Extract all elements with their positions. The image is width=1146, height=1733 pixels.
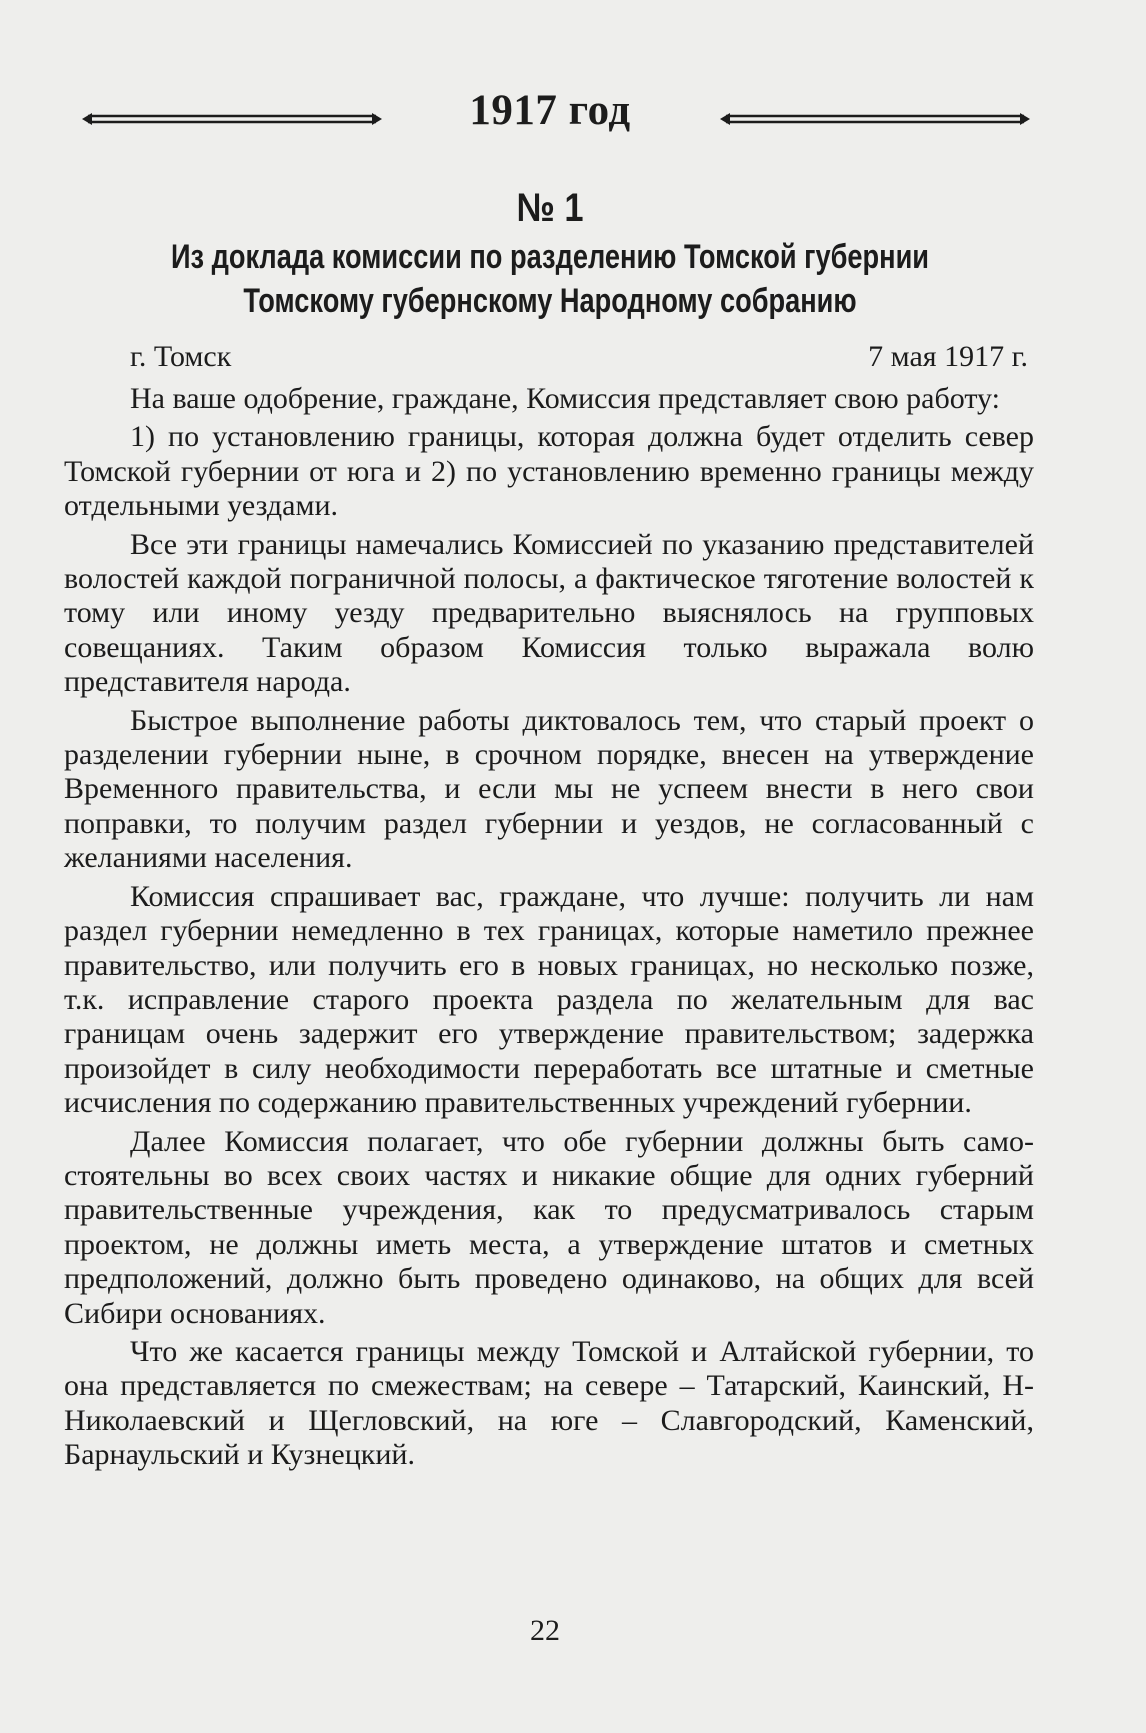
document-date: 7 мая 1917 г. [868, 340, 1028, 373]
document-place: г. Томск [130, 340, 232, 373]
page-number: 22 [530, 1614, 560, 1647]
paragraph-3: Все эти границы намечались Комиссией по указанию представителей волостей каждой пограничной полосы, а фактическое тяготение волостей к тому или иному уезду предварительно выяснялось на групповых совещаниях. Таким образом Комиссия только выражала волю представителя народа. [64, 527, 1034, 699]
paragraph-7: Что же касается границы между Томской и Алтайской губернии, то она представляется по смежествам; на севере – Татарский, Каинский, Н-Николаевский и Щегловский, на юге – Славгородский, Каменский, Барнаульский и Кузнецкий. [64, 1334, 1034, 1472]
document-body [64, 382, 1034, 1477]
document-title-line-2: Томскому губернскому Народному собранию [243, 282, 857, 320]
ornament-right-icon [720, 112, 1030, 126]
year-header [70, 86, 1030, 146]
paragraph-2: 1) по установлению границы, которая должна будет отделить север Томской губернии от юга и 2) по установлению временно границы между отдельными уездами. [64, 420, 1034, 523]
paragraph-4: Быстрое выполнение работы диктовалось тем, что старый проект о разделении губернии ныне, в срочном порядке, внесен на утверждение Временного правительства, и если мы не успеем внести в него свои поправки, то получим раздел губернии и уездов, не согласованный с желаниями населения. [64, 703, 1034, 875]
paragraph-1: На ваше одобрение, граждане, Комиссия представляет свою работу: [130, 382, 1000, 415]
document-title-line-1: Из доклада комиссии по разделению Томской губернии [170, 238, 930, 276]
document-number: № 1 [516, 186, 584, 230]
paragraph-6: Далее Комиссия полагает, что обе губернии должны быть самостоятельны во всех своих частях и никакие общие для одних губерний правительственные учреждения, как то предусматривалось старым проектом, не должны иметь места, а утверждение штатов и сметных предположений, должно быть проведено одинаково, на общих для всей Сибири основаниях. [64, 1124, 1034, 1330]
paragraph-5: Комиссия спрашивает вас, граждане, что лучше: получить ли нам раздел губернии немедленно в тех границах, которые наметило прежнее правительство, или получить его в новых границах, но несколько позже, т.к. исправление старого проекта раздела по желательным для вас границам очень задержит его утверждение правительством; задержка произойдет в силу необходимости переработать все штатные и сметные исчисления по содержанию правительственных учреждений губернии. [64, 879, 1034, 1120]
year-title: 1917 год [469, 87, 631, 134]
